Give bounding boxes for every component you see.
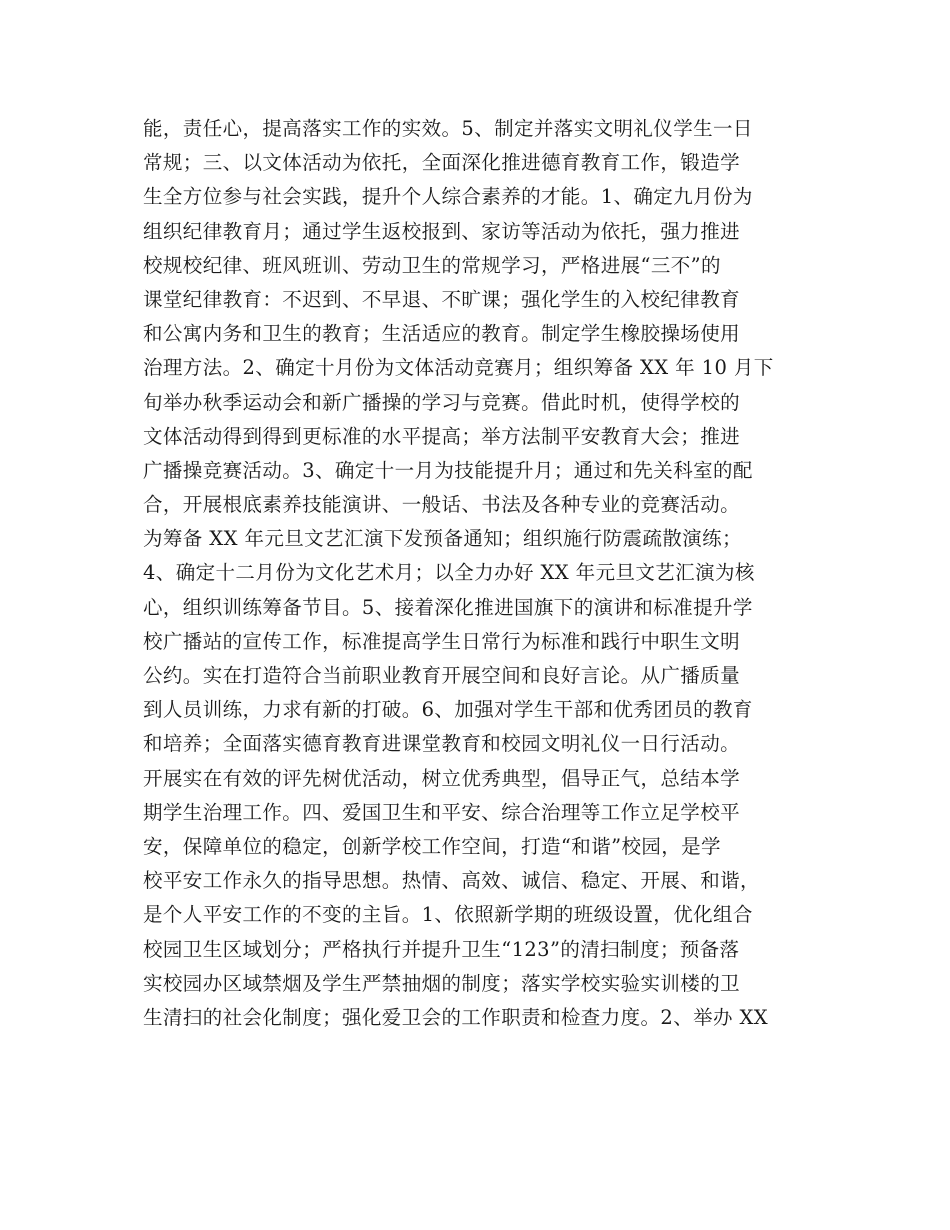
text-line-26: 实校园办区域禁烟及学生严禁抽烟的制度；落实学校实验实训楼的卫 [143, 971, 741, 995]
text-line-18: 到人员训练，力求有新的打破。6、加强对学生干部和优秀团员的教育 [143, 698, 753, 722]
text-line-19: 和培养；全面落实德育教育进课堂教育和校园文明礼仪一日行活动。 [143, 732, 741, 756]
text-line-10: 文体活动得到得到更标准的水平提高；举方法制平安教育大会；推进 [143, 424, 741, 448]
text-line-8: 治理方法。2、确定十月份为文体活动竞赛月；组织筹备 XX 年 10 月下 [143, 356, 774, 380]
text-line-7: 和公寓内务和卫生的教育；生活适应的教育。制定学生橡胶操场使用 [143, 322, 741, 346]
text-line-1: 能，责任心，提高落实工作的实效。5、制定并落实文明礼仪学生一日 [143, 117, 753, 140]
text-line-22: 安，保障单位的稳定，创新学校工作空间，打造“和谐”校园，是学 [143, 834, 721, 858]
text-line-25: 校园卫生区域划分；严格执行并提升卫生“123”的清扫制度；预备落 [143, 937, 740, 961]
text-line-20: 开展实在有效的评先树优活动，树立优秀典型，倡导正气，总结本学 [143, 766, 741, 790]
text-line-12: 合，开展根底素养技能演讲、一般话、书法及各种专业的竞赛活动。 [143, 493, 741, 517]
text-line-6: 课堂纪律教育：不迟到、不早退、不旷课；强化学生的入校纪律教育 [143, 287, 741, 311]
body-text [143, 112, 833, 1035]
text-line-27: 生清扫的社会化制度；强化爱卫会的工作职责和检查力度。2、举办 XX [143, 1005, 769, 1029]
text-line-17: 公约。实在打造符合当前职业教育开展空间和良好言论。从广播质量 [143, 664, 741, 687]
text-line-21: 期学生治理工作。四、爱国卫生和平安、综合治理等工作立足学校平 [143, 800, 741, 824]
text-line-3: 生全方位参与社会实践，提升个人综合素养的才能。1、确定九月份为 [143, 185, 753, 209]
text-line-16: 校广播站的宣传工作，标准提高学生日常行为标准和践行中职生文明 [143, 629, 741, 653]
text-line-4: 组织纪律教育月；通过学生返校报到、家访等活动为依托，强力推进 [143, 219, 741, 243]
text-line-11: 广播操竞赛活动。3、确定十一月为技能提升月；通过和先关科室的配 [143, 458, 753, 482]
text-line-13: 为筹备 XX 年元旦文艺汇演下发预备通知；组织施行防震疏散演练； [143, 527, 742, 551]
text-line-23: 校平安工作永久的指导思想。热情、高效、诚信、稳定、开展、和谐， [143, 869, 760, 893]
text-line-5: 校规校纪律、班风班训、劳动卫生的常规学习，严格进展“三不”的 [143, 253, 721, 277]
text-line-9: 旬举办秋季运动会和新广播操的学习与竞赛。借此时机，使得学校的 [143, 390, 741, 414]
text-line-24: 是个人平安工作的不变的主旨。1、依照新学期的班级设置，优化组合 [143, 903, 753, 927]
text-line-15: 心，组织训练筹备节目。5、接着深化推进国旗下的演讲和标准提升学 [143, 595, 753, 619]
text-line-14: 4、确定十二月份为文化艺术月；以全力办好 XX 年元旦文艺汇演为核 [143, 561, 755, 585]
text-line-2: 常规；三、以文体活动为依托，全面深化推进德育教育工作，锻造学 [143, 151, 741, 175]
